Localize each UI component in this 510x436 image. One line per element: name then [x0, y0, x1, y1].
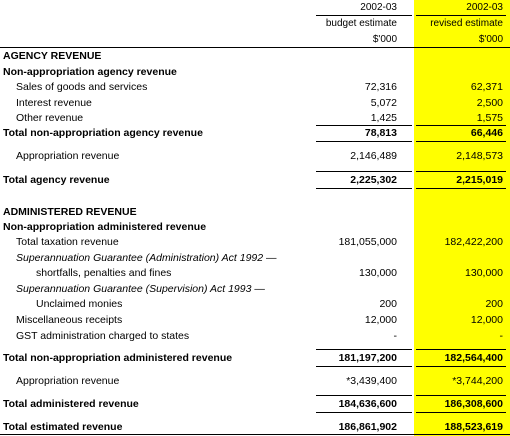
- total-row: [0, 172, 510, 188]
- subsection-title-agency: [0, 64, 510, 80]
- act-dash: —: [251, 283, 265, 295]
- table-bottom-rule: [0, 434, 510, 435]
- revised-value: 182,422,200: [444, 236, 503, 248]
- budget-value: -: [393, 330, 397, 342]
- revised-value: 2,148,573: [456, 150, 503, 162]
- row-label: Total non-appropriation agency revenue: [3, 127, 203, 139]
- section-title: AGENCY REVENUE: [3, 50, 102, 62]
- act-title: [16, 250, 277, 266]
- total-rule: [416, 188, 506, 189]
- budget-value: 181,055,000: [338, 236, 397, 248]
- row-label: Interest revenue: [16, 97, 92, 109]
- budget-value: 2,146,489: [350, 150, 397, 162]
- table-row: [0, 148, 510, 164]
- revised-value: 186,308,600: [444, 398, 503, 410]
- col1-unit: $'000: [372, 34, 397, 45]
- budget-value: 2,225,302: [350, 174, 397, 186]
- subtotal-rule: [416, 141, 506, 142]
- total-row: [0, 125, 510, 141]
- act-name: Superannuation Guarantee (Supervision) Act 1993: [16, 283, 252, 295]
- budget-value: *3,439,400: [346, 375, 397, 387]
- header-unit-row: [0, 32, 510, 48]
- table-row: [0, 312, 510, 328]
- header-year-row: [0, 0, 510, 16]
- row-label: Appropriation revenue: [16, 150, 120, 162]
- act-title-row: [0, 250, 510, 266]
- act-title: [16, 281, 265, 297]
- table-row: [0, 328, 510, 344]
- table-row: [0, 95, 510, 111]
- table-row: [0, 234, 510, 250]
- row-label: Total estimated revenue: [3, 421, 123, 433]
- total-row: [0, 396, 510, 412]
- budget-value: 72,316: [364, 81, 397, 93]
- subtotal-rule: [316, 366, 412, 367]
- budget-value: 184,636,600: [338, 398, 397, 410]
- revised-value: -: [499, 330, 503, 342]
- total-rule: [316, 188, 412, 189]
- row-label: Sales of goods and services: [16, 81, 148, 93]
- section-title-administered: [0, 204, 510, 220]
- revised-value: 182,564,400: [444, 352, 503, 364]
- budget-value: 78,813: [364, 127, 397, 139]
- budget-value: 12,000: [364, 314, 397, 326]
- revised-value: *3,744,200: [452, 375, 503, 387]
- col2-unit: $'000: [478, 34, 503, 45]
- row-label: Total administered revenue: [3, 398, 139, 410]
- table-row: [0, 265, 510, 281]
- subtotal-rule: [316, 141, 412, 142]
- col1-year: 2002-03: [360, 2, 397, 13]
- budget-value: 1,425: [370, 112, 397, 124]
- total-rule: [416, 412, 506, 413]
- budget-value: 200: [379, 298, 397, 310]
- budget-value: 130,000: [359, 267, 397, 279]
- subtotal-rule: [416, 366, 506, 367]
- revised-value: 66,446: [470, 127, 503, 139]
- act-dash: —: [263, 252, 277, 264]
- revised-value: 12,000: [470, 314, 503, 326]
- revised-value: 130,000: [465, 267, 503, 279]
- table-row: [0, 110, 510, 126]
- row-label: Miscellaneous receipts: [16, 314, 123, 326]
- subsection-title: Non-appropriation administered revenue: [3, 221, 207, 233]
- revised-value: 62,371: [470, 81, 503, 93]
- revised-value: 188,523,619: [444, 421, 503, 433]
- budget-value: 181,197,200: [338, 352, 397, 364]
- total-row: [0, 350, 510, 366]
- grand-total-row: [0, 419, 510, 435]
- col2-label: revised estimate: [430, 18, 503, 29]
- row-label: Unclaimed monies: [36, 298, 123, 310]
- act-title-row: [0, 281, 510, 297]
- revised-value: 2,500: [476, 97, 503, 109]
- section-title-agency: [0, 48, 510, 64]
- table-row: [0, 373, 510, 389]
- revised-value: 1,575: [476, 112, 503, 124]
- subsection-title: Non-appropriation agency revenue: [3, 66, 177, 78]
- total-rule: [316, 412, 412, 413]
- section-title: ADMINISTERED REVENUE: [3, 206, 137, 218]
- act-name: Superannuation Guarantee (Administration) Act 1992: [16, 252, 264, 264]
- budget-value: 5,072: [370, 97, 397, 109]
- row-label: Total agency revenue: [3, 174, 110, 186]
- row-label: shortfalls, penalties and fines: [36, 267, 172, 279]
- row-label: Other revenue: [16, 112, 84, 124]
- subsection-title-administered: [0, 219, 510, 235]
- table-row: [0, 296, 510, 312]
- col2-year: 2002-03: [466, 2, 503, 13]
- table-row: [0, 79, 510, 95]
- revised-value: 2,215,019: [456, 174, 503, 186]
- row-label: Total non-appropriation administered revenue: [3, 352, 233, 364]
- budget-value: 186,861,902: [338, 421, 397, 433]
- col1-label: budget estimate: [325, 18, 397, 29]
- row-label: Total taxation revenue: [16, 236, 119, 248]
- revised-value: 200: [485, 298, 503, 310]
- header-label-row: [0, 16, 510, 32]
- row-label: GST administration charged to states: [16, 330, 190, 342]
- row-label: Appropriation revenue: [16, 375, 120, 387]
